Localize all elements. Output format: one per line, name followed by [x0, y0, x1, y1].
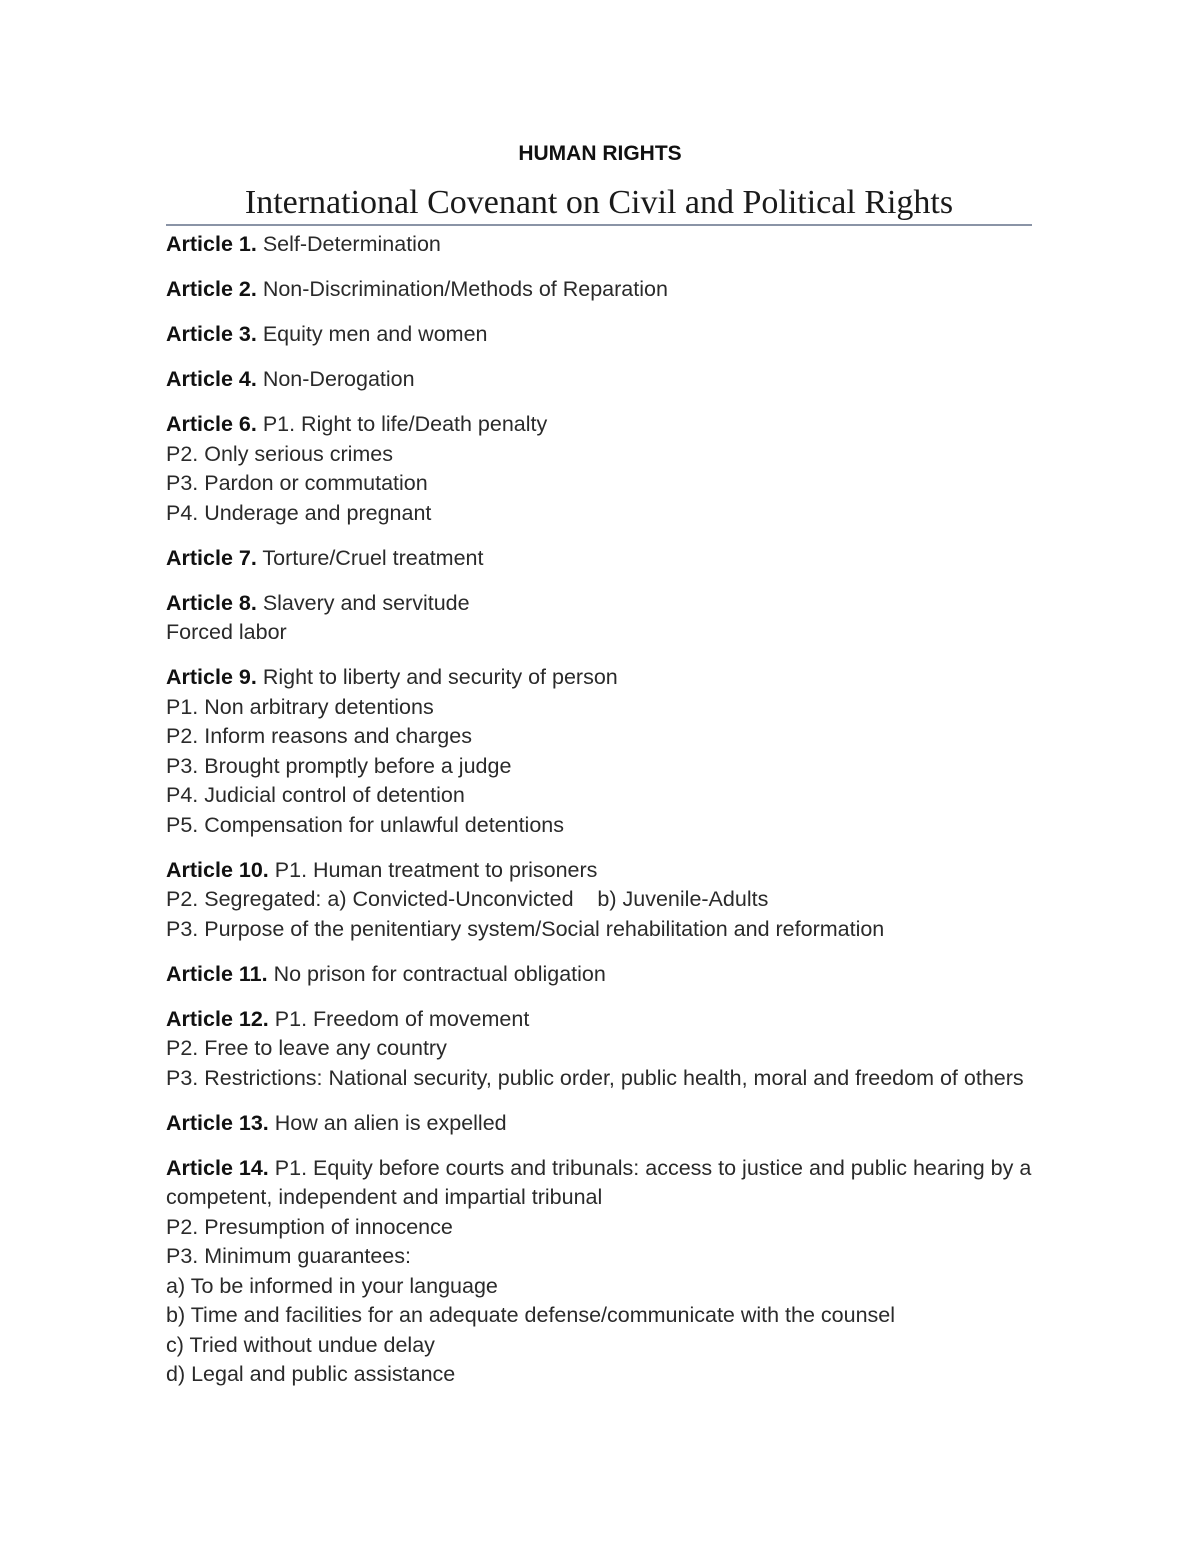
- article-text: Self-Determination: [262, 232, 441, 256]
- article-text: P5. Compensation for unlawful detentions: [166, 812, 564, 837]
- article-text: Forced labor: [166, 620, 287, 644]
- article-first-line: [166, 275, 1032, 305]
- articles-list: [166, 230, 1038, 1405]
- article-block: [166, 1109, 1032, 1139]
- article-first-line: [166, 1005, 1032, 1035]
- article-line: [166, 1213, 1032, 1243]
- article-text: d) Legal and public assistance: [166, 1362, 456, 1386]
- article-text: P3. Purpose of the penitentiary system/Social rehabilitation and reformation: [166, 916, 885, 941]
- document-heading: HUMAN RIGHTS: [518, 142, 682, 165]
- article-first-line: [166, 589, 1032, 619]
- article-text: P3. Minimum guarantees:: [166, 1244, 411, 1268]
- article-line: [166, 752, 1032, 782]
- article-first-line: [166, 410, 1032, 440]
- article-label: Article 8.: [166, 590, 257, 615]
- article-block: [166, 410, 1032, 528]
- article-text: b) Time and facilities for an adequate defense/communicate with the counsel: [166, 1303, 896, 1327]
- article-text: P1. Equity before courts and tribunals: access to justice and public hearing by a competent, independent and impartial tribunal: [166, 1155, 1038, 1209]
- article-label: Article 13.: [166, 1110, 269, 1135]
- article-label: Article 6.: [166, 412, 257, 436]
- article-text: P2. Presumption of innocence: [166, 1214, 453, 1239]
- article-first-line: [166, 1109, 1032, 1139]
- article-line: [166, 618, 1032, 648]
- article-label: Article 2.: [166, 277, 257, 301]
- article-label: Article 4.: [166, 367, 257, 391]
- article-line: [166, 1331, 1032, 1361]
- article-block: [166, 1154, 1038, 1390]
- article-text: P1. Human treatment to prisoners: [274, 857, 598, 882]
- article-line: [166, 722, 1032, 752]
- article-first-line: [166, 365, 1032, 395]
- article-first-line: [166, 856, 1032, 886]
- article-label: Article 7.: [166, 545, 257, 570]
- article-text: How an alien is expelled: [274, 1110, 507, 1135]
- article-text: P1. Right to life/Death penalty: [262, 412, 548, 436]
- article-line: [166, 693, 1032, 723]
- article-block: [166, 544, 1032, 574]
- article-first-line: [166, 230, 1032, 260]
- document-title: International Covenant on Civil and Political Rights: [166, 182, 1032, 226]
- article-block: [166, 663, 1032, 840]
- article-text: Torture/Cruel treatment: [262, 545, 484, 570]
- article-block: [166, 856, 1032, 945]
- article-text: c) Tried without undue delay: [166, 1332, 435, 1357]
- article-text: P3. Restrictions: National security, public order, public health, moral and freedom of others: [166, 1065, 1024, 1090]
- article-line: [166, 915, 1032, 945]
- article-line: [166, 781, 1032, 811]
- article-line: [166, 811, 1032, 841]
- article-text: P2. Only serious crimes: [166, 441, 394, 466]
- article-line: [166, 1272, 1032, 1302]
- article-label: Article 1.: [166, 232, 257, 256]
- article-first-line: [166, 960, 1032, 990]
- article-text: P3. Pardon or commutation: [166, 471, 428, 495]
- article-text: P4. Underage and pregnant: [166, 500, 432, 525]
- article-line: [166, 499, 1032, 529]
- article-line: [166, 1360, 1032, 1390]
- article-label: Article 10.: [166, 857, 269, 882]
- article-block: [166, 320, 1032, 350]
- article-text: Non-Discrimination/Methods of Reparation: [262, 277, 668, 301]
- article-block: [166, 1005, 1032, 1094]
- article-text: a) To be informed in your language: [166, 1273, 498, 1298]
- article-text: P3. Brought promptly before a judge: [166, 753, 512, 778]
- article-first-line: [166, 320, 1032, 350]
- article-line: [166, 469, 1032, 499]
- article-label: Article 9.: [166, 665, 257, 689]
- article-line: [166, 1034, 1032, 1064]
- article-first-line: [166, 663, 1032, 693]
- article-text: P4. Judicial control of detention: [166, 783, 465, 807]
- article-line: [166, 1064, 1032, 1094]
- article-block: [166, 589, 1032, 648]
- article-text: No prison for contractual obligation: [273, 961, 606, 986]
- article-text: P2. Inform reasons and charges: [166, 724, 472, 748]
- article-block: [166, 230, 1032, 260]
- article-text: P2. Free to leave any country: [166, 1036, 447, 1060]
- article-text: P1. Freedom of movement: [274, 1006, 530, 1031]
- article-text: Equity men and women: [262, 322, 488, 346]
- article-label: Article 3.: [166, 322, 257, 346]
- article-label: Article 14.: [166, 1155, 269, 1180]
- article-text: Right to liberty and security of person: [262, 665, 618, 689]
- article-first-line: [166, 1154, 1038, 1213]
- article-text: P1. Non arbitrary detentions: [166, 694, 434, 719]
- article-first-line: [166, 544, 1032, 574]
- article-label: Article 11.: [166, 961, 268, 986]
- article-line: [166, 885, 1032, 915]
- article-text: Non-Derogation: [262, 367, 415, 391]
- article-line: [166, 1301, 1032, 1331]
- article-block: [166, 365, 1032, 395]
- article-block: [166, 275, 1032, 305]
- article-text: P2. Segregated: a) Convicted-Unconvicted b) Juvenile-Adults: [166, 887, 769, 911]
- article-line: [166, 440, 1032, 470]
- article-label: Article 12.: [166, 1006, 269, 1031]
- article-block: [166, 960, 1032, 990]
- article-line: [166, 1242, 1032, 1272]
- article-text: Slavery and servitude: [262, 590, 470, 615]
